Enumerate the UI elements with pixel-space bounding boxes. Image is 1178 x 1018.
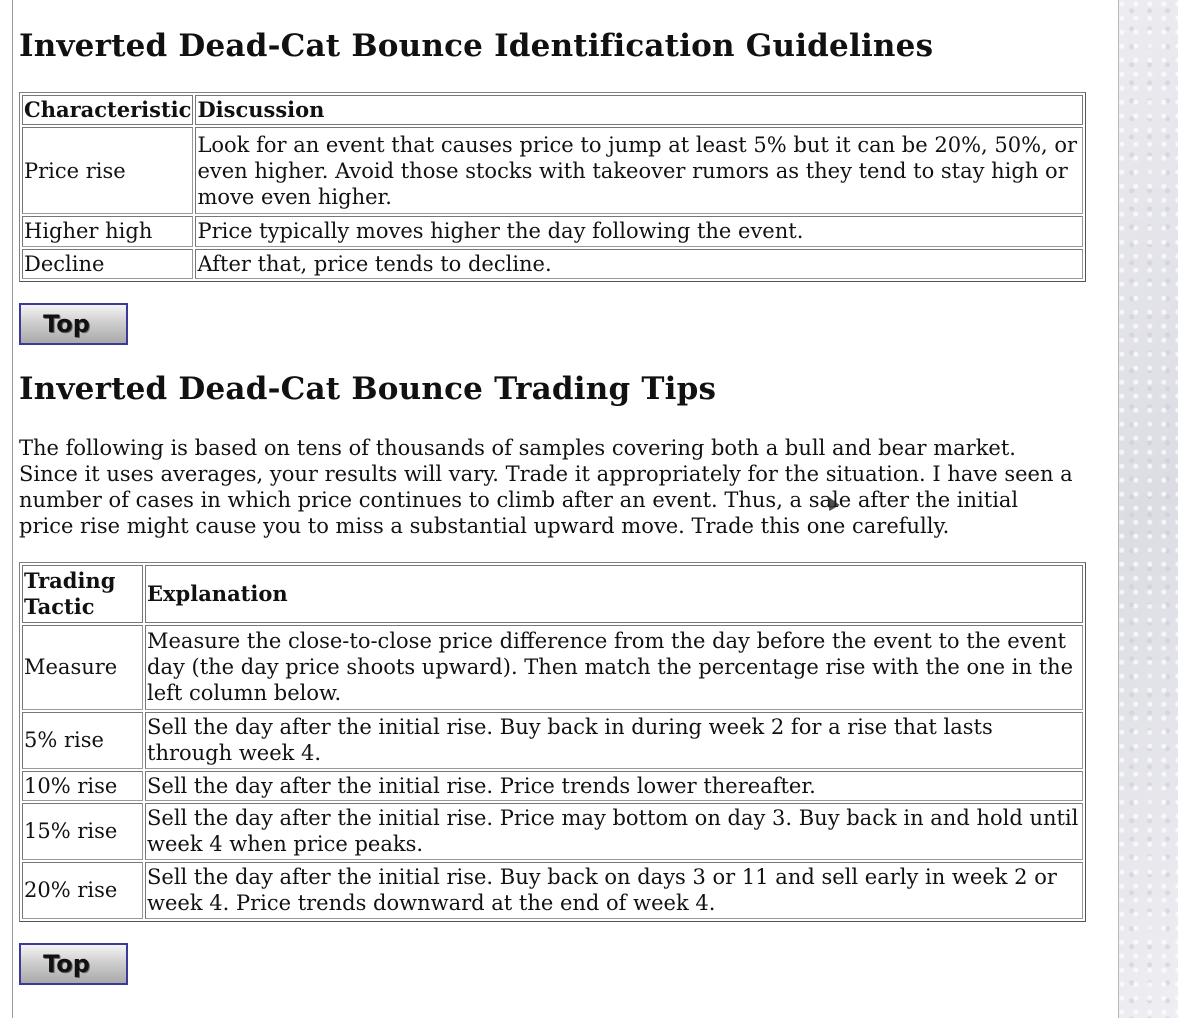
table-row: [22, 771, 1083, 801]
explanation-cell: Sell the day after the initial rise. Price trends lower thereafter.: [145, 771, 1083, 801]
trading-tips-heading: Inverted Dead-Cat Bounce Trading Tips: [19, 371, 717, 407]
guidelines-table: [19, 92, 1086, 282]
column-header-explanation: Explanation: [145, 565, 1083, 623]
column-header-characteristic: Characteristic: [22, 95, 193, 125]
tactic-cell: 5% rise: [22, 712, 143, 769]
tactic-cell: 15% rise: [22, 803, 143, 860]
table-row: [22, 249, 1083, 279]
textured-side-panel: [1118, 0, 1178, 1018]
back-to-top-button[interactable]: [19, 303, 128, 345]
explanation-cell: Measure the close-to-close price difference from the day before the event to the event day (the day price shoots upward). Then match the percentage rise with the one in the left column below.: [145, 625, 1083, 710]
tactic-cell: 20% rise: [22, 862, 143, 919]
tactic-cell: 10% rise: [22, 771, 143, 801]
top-button-label: Top: [43, 310, 90, 338]
discussion-cell: After that, price tends to decline.: [195, 249, 1083, 279]
guidelines-heading: Inverted Dead-Cat Bounce Identification Guidelines: [19, 28, 934, 64]
characteristic-cell: Decline: [22, 249, 193, 279]
table-row: [22, 803, 1083, 860]
table-row: [22, 625, 1083, 710]
table-header-row: [22, 565, 1083, 623]
discussion-cell: Price typically moves higher the day following the event.: [195, 216, 1083, 246]
trading-tips-intro: The following is based on tens of thousands of samples covering both a bull and bear market. Since it uses averages, your results will vary. Trade it appropriately for the situation. I have seen a number of cases in which price continues to climb after an event. Thus, a sale after the initial price rise might cause you to miss a substantial upward move. Trade this one carefully.: [19, 436, 1073, 538]
characteristic-cell: Price rise: [22, 127, 193, 214]
column-header-trading-tactic: Trading Tactic: [22, 565, 143, 623]
explanation-cell: Sell the day after the initial rise. Buy back on days 3 or 11 and sell early in week 2 or week 4. Price trends downward at the end of week 4.: [145, 862, 1083, 919]
table-header-row: [22, 95, 1083, 125]
table-row: [22, 127, 1083, 214]
table-row: [22, 712, 1083, 769]
explanation-cell: Sell the day after the initial rise. Buy back in during week 2 for a rise that lasts through week 4.: [145, 712, 1083, 769]
discussion-cell: Look for an event that causes price to jump at least 5% but it can be 20%, 50%, or even higher. Avoid those stocks with takeover rumors as they tend to stay high or move even higher.: [195, 127, 1083, 214]
page-left-border: [12, 0, 13, 1018]
trading-tactics-table: [19, 562, 1086, 922]
back-to-top-button[interactable]: [19, 943, 128, 985]
table-row: [22, 862, 1083, 919]
table-row: [22, 216, 1083, 246]
tactic-cell: Measure: [22, 625, 143, 710]
characteristic-cell: Higher high: [22, 216, 193, 246]
top-button-label: Top: [43, 950, 90, 978]
explanation-cell: Sell the day after the initial rise. Price may bottom on day 3. Buy back in and hold until week 4 when price peaks.: [145, 803, 1083, 860]
column-header-discussion: Discussion: [195, 95, 1083, 125]
